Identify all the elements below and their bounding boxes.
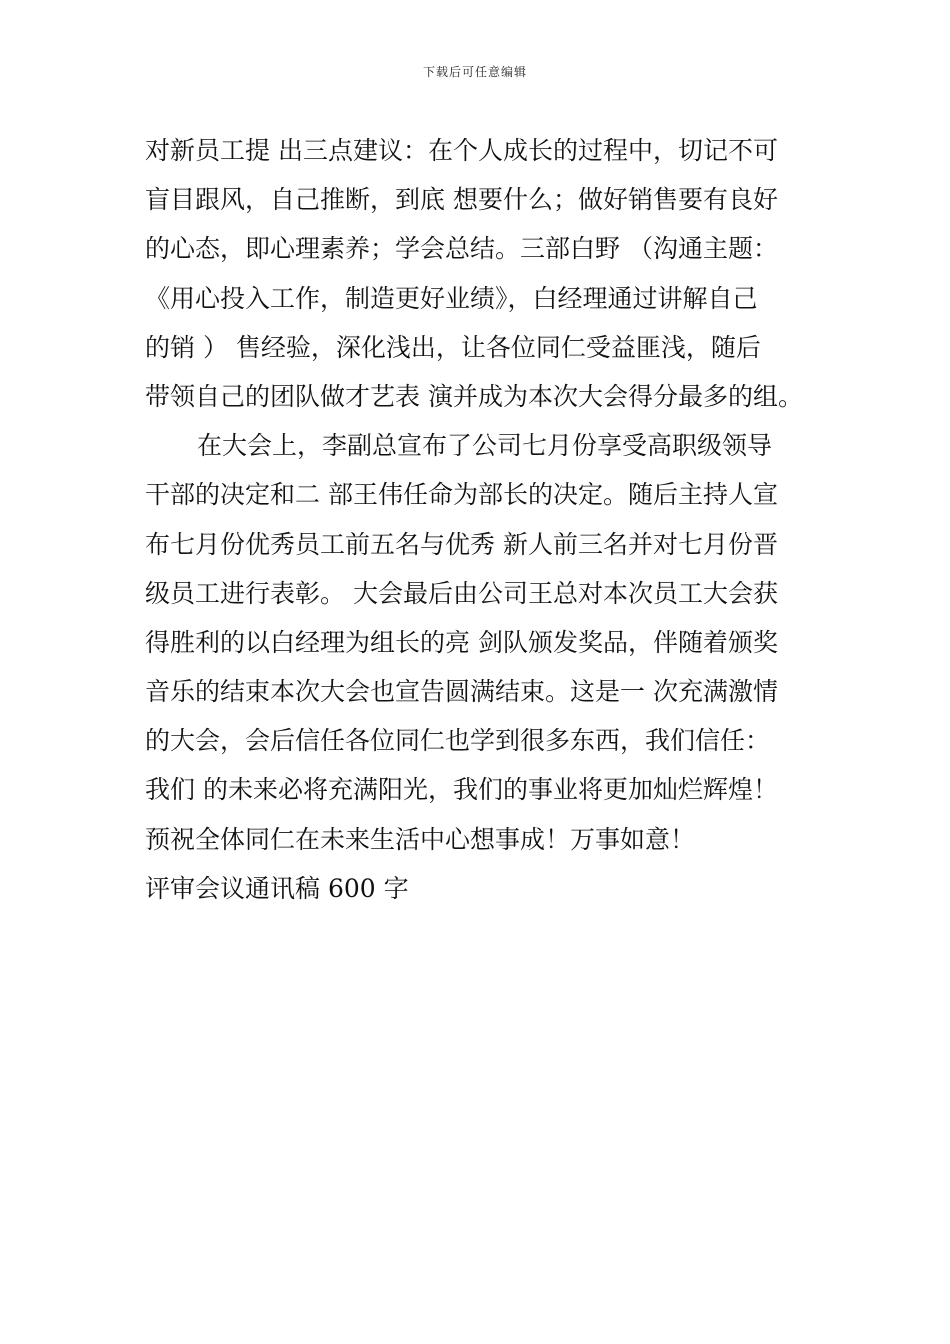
text-line: 盲目跟风，自己推断，到底 想要什么；做好销售要有良好	[145, 185, 778, 215]
text-line: 干部的决定和二 部王伟任命为部长的决定。随后主持人宣	[145, 480, 778, 510]
text-line: 带领自己的团队做才艺表 演并成为本次大会得分最多的组。	[145, 381, 803, 411]
page-header: 下载后可任意编辑	[422, 65, 527, 79]
document-body	[145, 126, 817, 913]
text-line: 得胜利的以白经理为组长的亮 剑队颁发奖品，伴随着颁奖	[145, 627, 778, 657]
text-line: 《用心投入工作，制造更好业绩》，白经理通过讲解自己	[145, 283, 758, 313]
text-line: 的心态，即心理素养；学会总结。三部白野 （沟通主题：	[145, 234, 778, 264]
text-line: 的大会，会后信任各位同仁也学到很多东西，我们信任：	[145, 726, 771, 756]
text-line: 级员工进行表彰。 大会最后由公司王总对本次员工大会获	[145, 578, 778, 608]
text-line: 布七月份优秀员工前五名与优秀 新人前三名并对七月份晋	[145, 529, 778, 559]
paragraph-start-line: 在大会上，李副总宣布了公司七月份享受高职级领导	[197, 431, 773, 461]
text-line: 的销 ） 售经验，深化浅出，让各位同仁受益匪浅，随后	[145, 332, 761, 362]
text-line: 预祝全体同仁在未来生活中心想事成！万事如意！	[145, 824, 696, 854]
text-line: 对新员工提 出三点建议：在个人成长的过程中，切记不可	[145, 136, 778, 165]
section-title: 评审会议通讯稿 600 字	[145, 873, 409, 903]
text-line: 音乐的结束本次大会也宣告圆满结束。这是一 次充满激情	[145, 677, 778, 707]
text-line: 我们 的未来必将充满阳光，我们的事业将更加灿烂辉煌！	[145, 775, 778, 805]
